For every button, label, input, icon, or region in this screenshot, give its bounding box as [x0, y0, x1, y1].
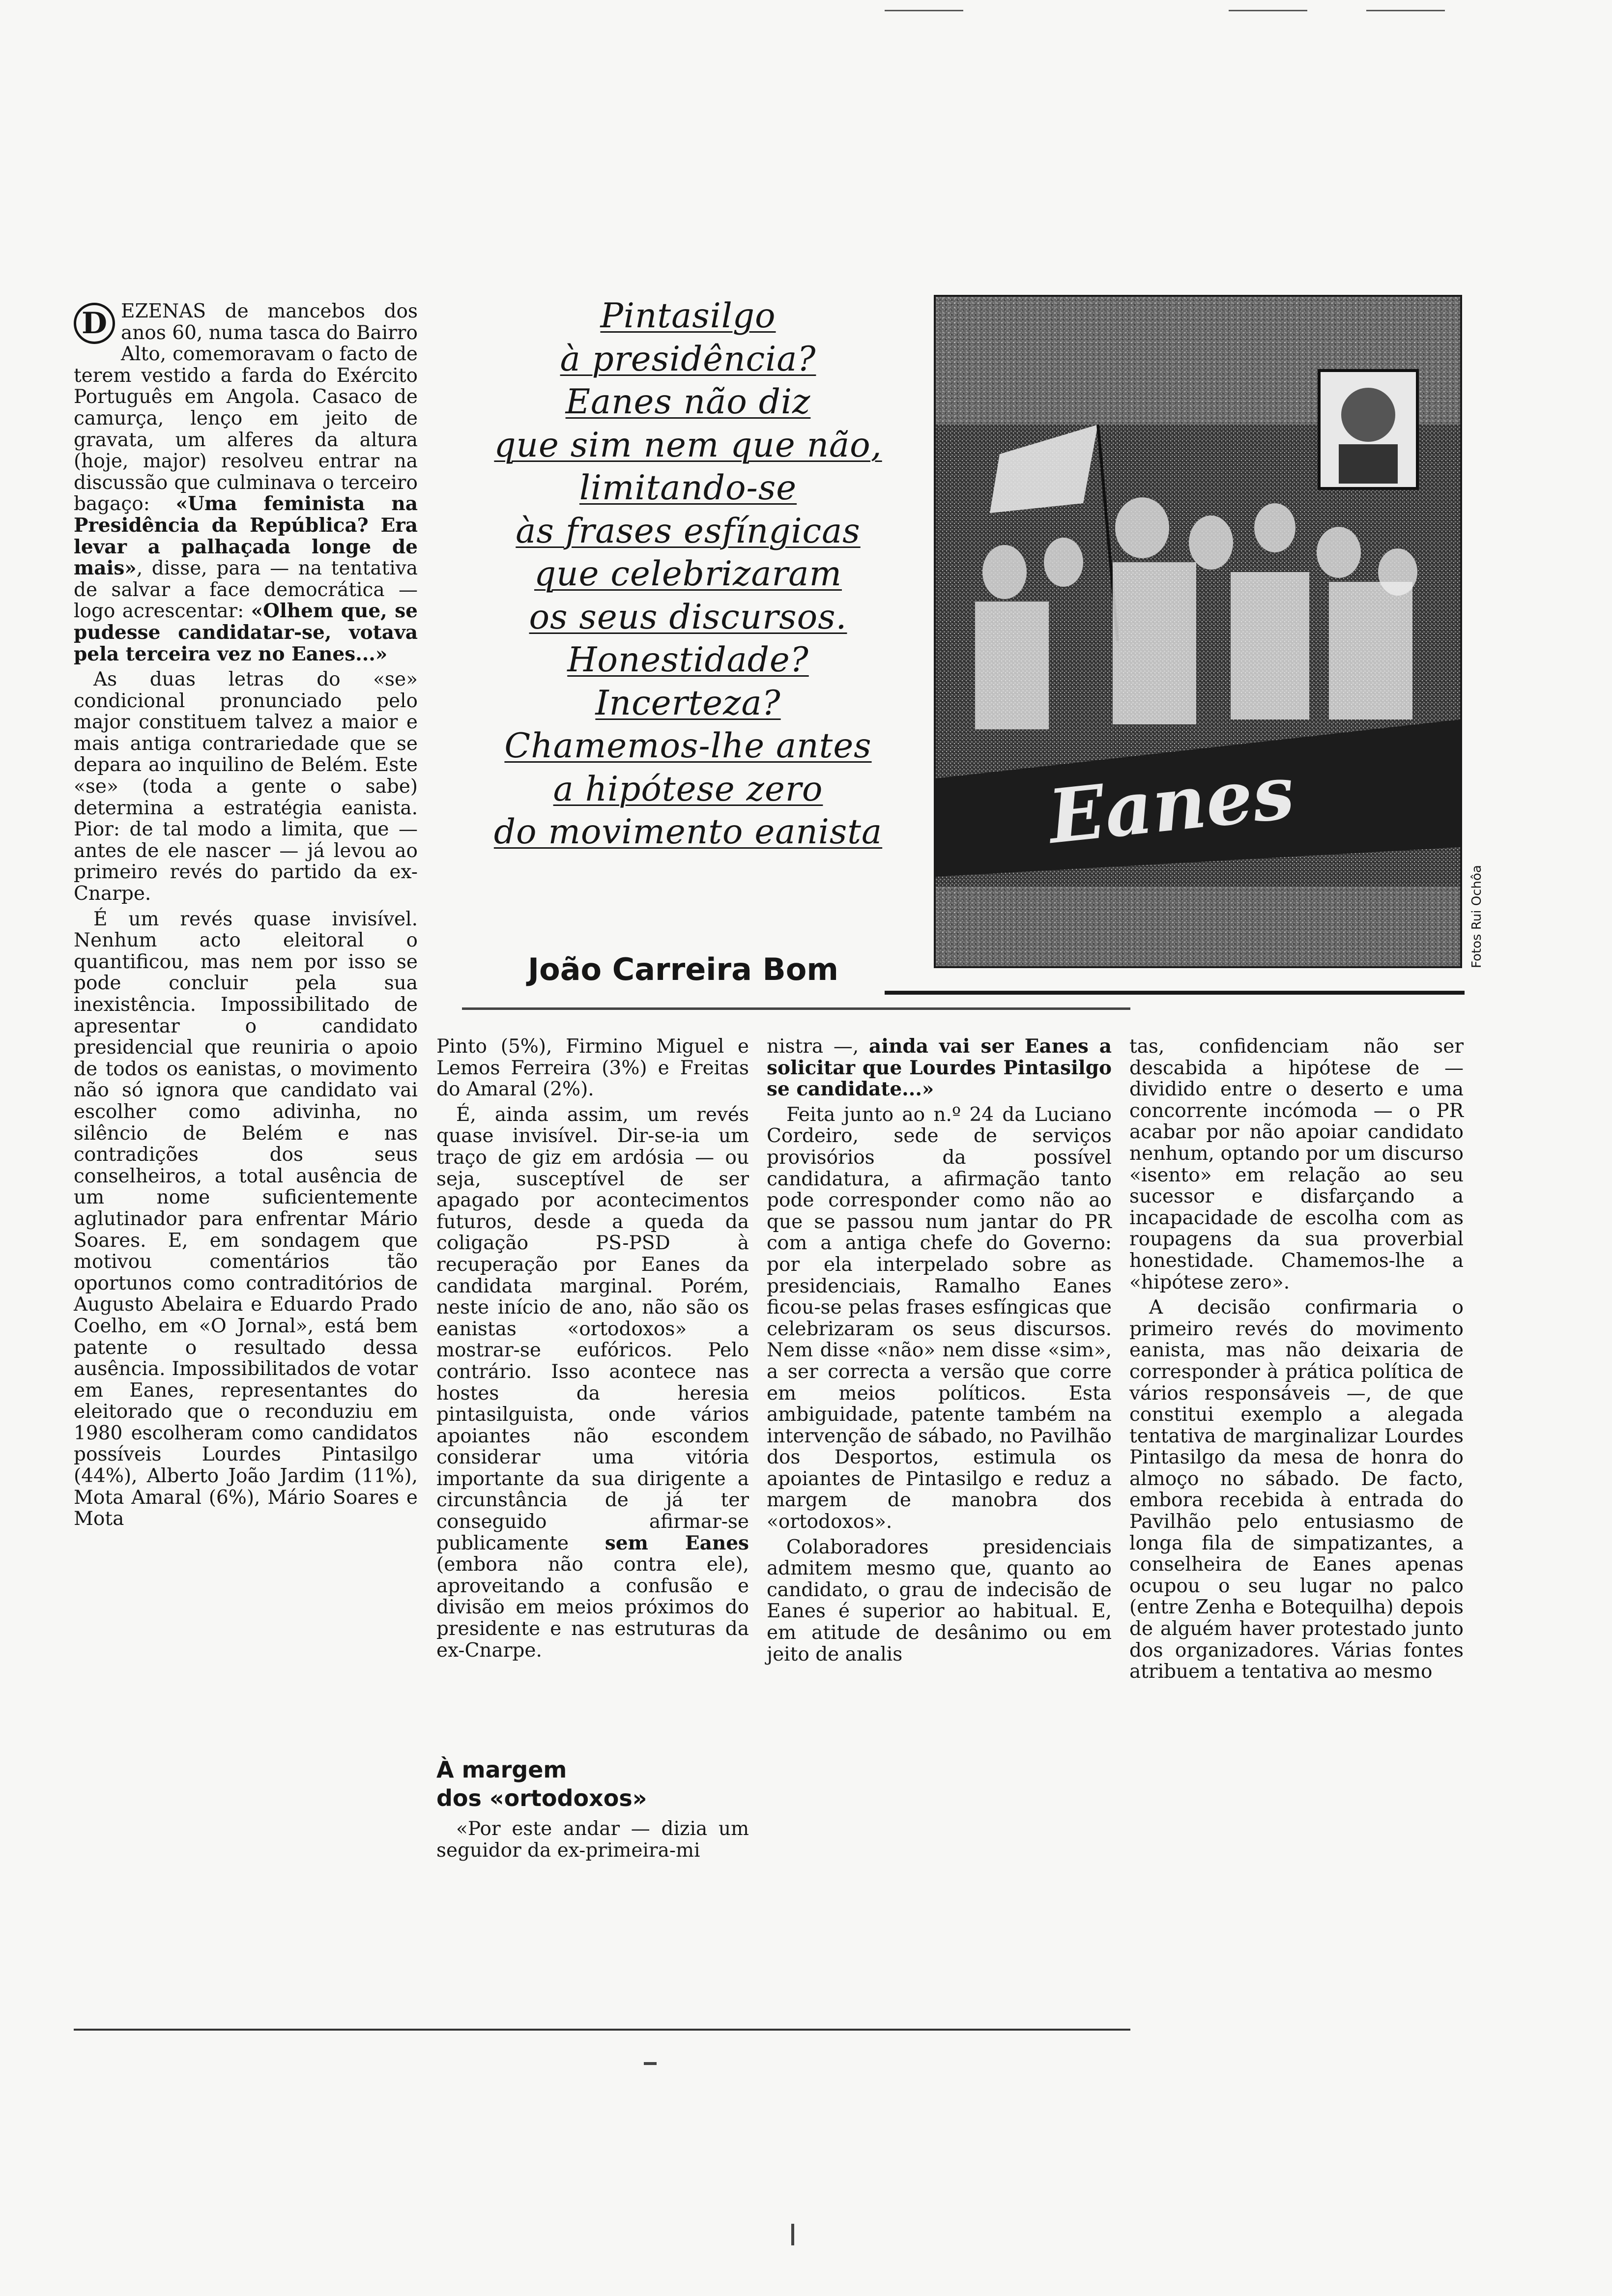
article-column-4 — [1129, 1036, 1464, 1683]
banner-text: Eanes — [1044, 748, 1298, 861]
subhead: À margem dos «ortodoxos» — [436, 1756, 647, 1811]
headline: Pintasilgo à presidência? Eanes não diz que sim nem que não, limitando-se às frases esfíngicas que celebrizaram os seus discursos. Honestidade? Incerteza? Chamemos-lhe antes a hipótese zero do movimento eanista — [493, 296, 883, 852]
paragraph-9: Colaboradores presidenciais admitem mesmo que, quanto ao candidato, o grau de indecisão de Eanes é superior ao habitual. E, em atitude de desânimo ou em jeito de analis — [767, 1536, 1112, 1665]
article-column-3 — [767, 1036, 1112, 1665]
article-column-1 — [74, 301, 418, 1530]
byline-rule-left — [462, 1007, 1130, 1010]
paragraph-11: A decisão confirmaria o primeiro revés do movimento eanista, mas não deixaria de corresponder à prática política de vários responsáveis —, de que constitui exemplo a alegada tentativa de marginalizar Lourdes Pintasilgo da mesa de honra do almoço no sábado. De facto, embora recebida à entrada do Pavilhão pelo entusiasmo de longa fila de simpatizantes, a conselheira de Eanes apenas ocupou o seu lugar no palco (entre Zenha e Botequilha) depois de alguém haver protestado junto dos organizadores. Várias fontes atribuem a tentativa ao mesmo — [1129, 1296, 1464, 1683]
scan-top-line — [885, 10, 963, 11]
paragraph-4: Pinto (5%), Firmino Miguel e Lemos Ferreira (3%) e Freitas do Amaral (2%). — [436, 1035, 749, 1101]
paragraph-3: É um revés quase invisível. Nenhum acto eleitoral o quantificou, mas nem por isso se pode concluir pela sua inexistência. Impossibilitado de apresentar o candidato presidencial que reuniria o apoio de todos os eanistas, o movimento não só ignora que candidato vai escolher como adivinha, no silêncio de Belém e nas contradições dos seus conselheiros, a total ausência de um nome suficientemente aglutinador para enfrentar Mário Soares. E, em sondagem que motivou comentários tão oportunos como contraditórios de Augusto Abelaira e Eduardo Prado Coelho, em «O Jornal», está bem patente o resultado dessa ausência. Impossibilitados de votar em Eanes, representantes do eleitorado que o reconduziu em 1980 escolheram como candidatos possíveis Lourdes Pintasilgo (44%), Alberto João Jardim (11%), Mota Amaral (6%), Mário Soares e Mota — [74, 908, 418, 1530]
paragraph-6: «Por este andar — dizia um seguidor da ex-primeira-mi — [436, 1818, 749, 1862]
article-column-2-continued — [436, 1818, 749, 1861]
paragraph-10: tas, confidenciam não ser descabida a hipótese de — dividido entre o deserto e uma concorrente incómoda — o PR acabar por não apoiar candidato nenhum, optando por um discurso «isento» em relação ao seu sucessor e disfarçando a incapacidade de escolha com as roupagens da sua proverbial honestidade. Chamemos-lhe a «hipótese zero». — [1129, 1035, 1464, 1293]
scan-mark — [644, 2062, 657, 2065]
photo-crowd-image — [936, 297, 1460, 966]
paragraph-1: D EZENAS de mancebos dos anos 60, numa tasca do Bairro Alto, comemoravam o facto de terem vestido a farda do Exército Português em Angola. Casaco de camurça, lenço em jeito de gravata, um alferes da altura (hoje, major) resolveu entrar na discussão que culminava o terceiro bagaço: «Uma feminista na Presidência da República? Era levar a palhaçada longe de mais», disse, para — na tentativa de salvar a face democrática — logo acrescentar: «Olhem que, se pudesse candidatar-se, votava pela terceira vez no Eanes...» — [74, 300, 418, 665]
paragraph-7: nistra —, ainda vai ser Eanes a solicitar que Lourdes Pintasilgo se candidate...» — [767, 1035, 1112, 1101]
scan-top-line — [1366, 10, 1445, 11]
scan-top-line — [1229, 10, 1307, 11]
byline-rule — [885, 991, 1465, 995]
paragraph-5: É, ainda assim, um revés quase invisível. Dir-se-ia um traço de giz em ardósia — ou seja, susceptível de ser apagado por acontecimentos futuros, desde a queda da coligação PS-PSD à recuperação por Eanes da candidata marginal. Porém, neste início de ano, não são os eanistas «ortodoxos» a mostrar-se eufóricos. Pelo contrário. Isso acontece nas hostes da heresia pintasilguista, onde vários apoiantes não escondem considerar uma vitória importante da sua dirigente a circunstância de já ter conseguido afirmar-se publicamente sem Eanes (embora não contra ele), aproveitando a confusão e divisão em meios próximos do presidente e nas estruturas da ex-Cnarpe. — [436, 1103, 749, 1662]
bottom-rule — [74, 2029, 1130, 2031]
paragraph-8: Feita junto ao n.º 24 da Luciano Cordeiro, sede de serviços provisórios da possível candidatura, a afirmação tanto pode corresponder como não ao que se passou num jantar do PR com a antiga chefe do Governo: por ela interpelado sobre as presidenciais, Ramalho Eanes ficou-se pelas frases esfíngicas que celebrizaram os seus discursos. Nem disse «não» nem disse «sim», a ser correcta a versão que corre em meios políticos. Esta ambiguidade, patente também na intervenção de sábado, no Pavilhão dos Desportos, estimula os apoiantes de Pintasilgo e reduz a margem de manobra dos «ortodoxos». — [767, 1103, 1112, 1533]
dropcap: D — [74, 303, 115, 344]
scan-mark — [791, 2224, 794, 2245]
article-column-2 — [436, 1036, 749, 1661]
photo-credit: Fotos Rui Ochôa — [1469, 865, 1484, 968]
paragraph-2: As duas letras do «se» condicional pronunciado pelo major constituem talvez a maior e mais antiga contrariedade que se depara ao inquilino de Belém. Este «se» (toda a gente o sabe) determina a estratégia eanista. Pior: de tal modo a limita, que — antes de ele nascer — já levou ao primeiro revés do partido da ex-Cnarpe. — [74, 668, 418, 905]
photo-rally — [934, 295, 1462, 968]
byline: João Carreira Bom — [528, 951, 838, 987]
